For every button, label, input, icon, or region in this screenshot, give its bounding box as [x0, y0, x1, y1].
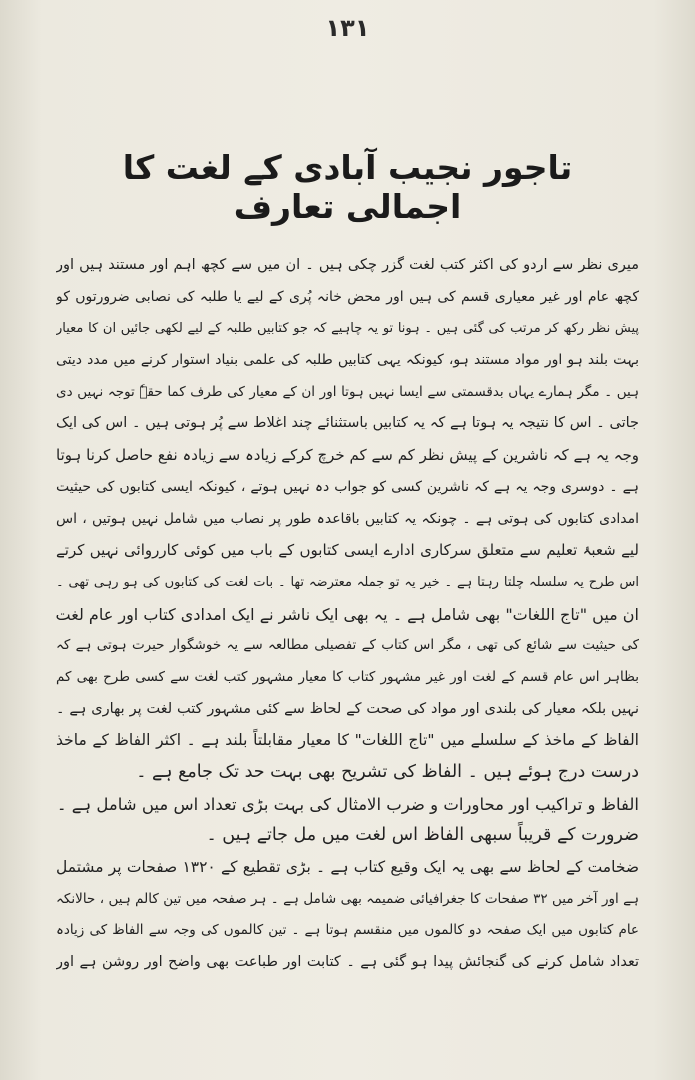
text-line: الفاظ و تراکیب اور محاورات و ضرب الامثال کی بہت بڑی تعداد اس میں شامل ہے ۔ — [56, 794, 639, 814]
text-line: نہیں بلکہ معیار کی بلندی اور مواد کی صحت کے لحاظ سے کئی مشہور کتب لغت پر بھاری ہے ۔ — [56, 700, 639, 717]
text-line: عام کتابوں میں ایک صفحہ دو کالموں میں منقسم ہوتا ہے ۔ تین کالموں کی وجہ سے الفاظ کی زیادہ — [56, 922, 639, 939]
text-line: تعداد شامل کرنے کی گنجائش پیدا ہو گئی ہے ۔ کتابت اور طباعت بھی واضح اور روشن ہے اور — [56, 954, 639, 971]
text-line: ہے اور آخر میں ۳۲ صفحات کا جغرافیائی ضمیمہ بھی شامل ہے ۔ ہر صفحہ میں تین کالم ہیں ، حالانکہ — [56, 890, 639, 907]
text-line: ضخامت کے لحاظ سے بھی یہ ایک وقیع کتاب ہے ۔ بڑی تقطیع کے ۱۳۲۰ صفحات پر مشتمل — [56, 858, 639, 877]
text-line: امدادی کتابوں کی ہوتی ہے ۔ چونکہ یہ کتابیں باقاعدہ طور پر نصاب میں شامل نہیں ہوتیں ، اس — [56, 510, 639, 527]
text-line: بظاہر اس عام قسم کے لغت اور غیر مشہور کتاب کا معیار مشہور کتب لغت سے کسی طرح بھی کم — [56, 668, 639, 685]
text-line: الفاظ کے ماخذ کے سلسلے میں "تاج اللغات" کا معیار مقابلتاً بلند ہے ۔ اکثر الفاظ کے ماخذ — [56, 731, 639, 750]
text-line: پیش نظر رکھ کر مرتب کی گئی ہیں ۔ ہونا تو یہ چاہیے کہ جو کتابیں طلبہ کے لیے لکھی جائیں ان کا معیار — [56, 321, 639, 337]
text-line: جاتی ۔ اس کا نتیجہ یہ ہوتا ہے کہ یہ کتابیں باستثنائے چند اغلاط سے پُر ہوتی ہیں ۔ اس کی ایک — [56, 415, 639, 432]
body-text — [56, 250, 639, 979]
text-line: وجہ یہ ہے کہ ناشرین کے پیش نظر کم سے کم خرچ کرکے زیادہ سے زیادہ نفع حاصل کرنا ہوتا — [56, 446, 639, 465]
page-number: ۱۳۱ — [325, 14, 370, 42]
text-line: اس طرح یہ سلسلہ چلتا رہتا ہے ۔ خیر یہ تو جملہ معترضہ تھا ۔ بات لغت کی کتابوں کی ہو رہی تھی ۔ — [56, 574, 639, 590]
text-line: میری نظر سے اردو کی اکثر کتب لغت گزر چکی ہیں ۔ ان میں سے کچھ اہم اور مستند ہیں اور — [56, 257, 639, 273]
text-line: ہے ۔ دوسری وجہ یہ ہے کہ ناشرین کسی کو جواب دہ نہیں ہوتے ، کیونکہ ایسی کتابوں کی حیثیت — [56, 478, 639, 495]
text-line: ضرورت کے قریباً سبھی الفاظ اس لغت میں مل جاتے ہیں ۔ — [206, 825, 639, 846]
text-line: بہت بلند ہو اور مواد مستند ہو، کیونکہ یہی کتابیں طلبہ کی علمی بنیاد استوار کرنے میں مدد دیتی — [56, 352, 639, 369]
text-line: لیے شعبۂ تعلیم سے متعلق سرکاری ادارے ایسی کتابوں کے باب میں کوئی کارروائی نہیں کرتے — [56, 541, 639, 560]
text-line: کی حیثیت سے شائع کی تھی ، مگر اس کتاب کے تفصیلی مطالعہ سے یہ خوشگوار حیرت ہوتی ہے کہ — [56, 637, 639, 654]
text-line: ان میں "تاج اللغات" بھی شامل ہے ۔ یہ بھی ایک ناشر نے ایک امدادی کتاب اور عام لغت — [56, 604, 639, 624]
text-line: درست درج ہوئے ہیں ۔ الفاظ کی تشریح بھی بہت حد تک جامع ہے ۔ — [136, 762, 639, 782]
text-line: ہیں ۔ مگر ہمارے یہاں بدقسمتی سے ایسا نہیں ہوتا اور ان کے معیار کی طرف کما حقہٗ توجہ نہیں دی — [56, 383, 639, 400]
text-line: کچھ عام اور غیر معیاری قسم کی ہیں اور محض خانہ پُری کے لیے یا طلبہ کی نصابی ضرورتوں کو — [56, 288, 639, 305]
chapter-title: تاجور نجیب آبادی کے لغت کا اجمالی تعارف — [122, 148, 573, 226]
